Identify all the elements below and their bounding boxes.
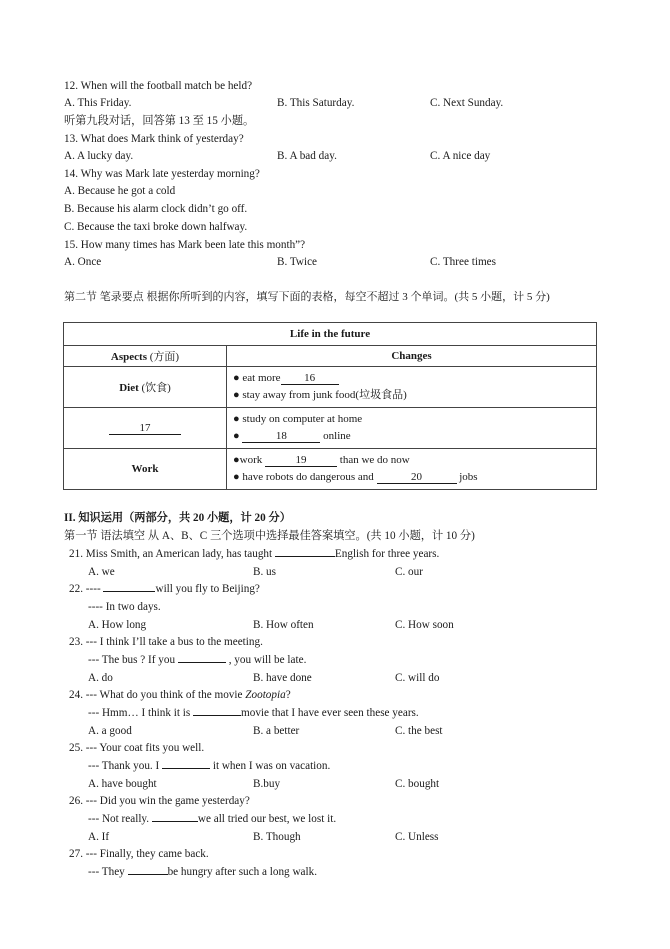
- q26-reply: [88, 812, 336, 826]
- q22-blank[interactable]: [103, 591, 155, 592]
- q23-option-c: C. will do: [395, 672, 440, 684]
- q27-stem: 27. --- Finally, they came back.: [69, 848, 209, 860]
- diet-cell: [64, 367, 227, 408]
- q26-reply-post: we all tried our best, we lost it.: [197, 813, 337, 825]
- q12-stem: 12. When will the football match be held?: [64, 80, 253, 92]
- q27-blank[interactable]: [128, 874, 168, 875]
- q24-reply-pre: --- Hmm… I think it is: [88, 707, 194, 719]
- diet-label: Diet: [119, 382, 139, 394]
- diet-label-cn: (饮食): [138, 382, 171, 394]
- blank-18[interactable]: 18: [242, 430, 320, 443]
- diet-line-1-text: ● eat more: [233, 372, 281, 384]
- q22-stem-pre: 22. ----: [69, 583, 104, 595]
- aspects-header-en: Aspects: [110, 351, 147, 363]
- work-line-1-pre: ●work: [233, 454, 266, 466]
- changes-header: Changes: [227, 346, 597, 367]
- q21-blank[interactable]: [275, 556, 335, 557]
- q24-option-c: C. the best: [395, 725, 443, 737]
- q21-stem-post: English for three years.: [334, 548, 440, 560]
- q25-reply-pre: --- Thank you. I: [88, 760, 163, 772]
- diet-changes: [227, 367, 597, 408]
- q22-stem: [69, 582, 260, 596]
- q23-reply: [88, 653, 306, 667]
- q26-blank[interactable]: [152, 821, 198, 822]
- work-line-2-pre: ● have robots do dangerous and: [233, 471, 377, 483]
- q24-stem-post: ?: [285, 689, 291, 701]
- q25-option-b: B.buy: [253, 778, 281, 790]
- q23-stem: 23. --- I think I’ll take a bus to the meeting.: [69, 636, 263, 648]
- blank-17[interactable]: 17: [109, 422, 181, 435]
- q13-option-a: A. A lucky day.: [64, 150, 134, 162]
- q26-option-a: A. If: [88, 831, 110, 843]
- q26-option-b: B. Though: [253, 831, 301, 843]
- q27-reply: [88, 865, 317, 879]
- q24-option-a: A. a good: [88, 725, 132, 737]
- q12-option-a: A. This Friday.: [64, 97, 132, 109]
- q25-reply-post: it when I was on vacation.: [210, 760, 331, 772]
- blank-19[interactable]: 19: [265, 454, 337, 467]
- section1-heading: 第一节 语法填空 从 A、B、C 三个选项中选择最佳答案填空。(共 10 小题，计 10 分): [64, 530, 475, 542]
- work-label: Work: [64, 449, 227, 490]
- q13-option-c: C. A nice day: [430, 150, 491, 162]
- part2-heading-num: II.: [64, 512, 76, 524]
- q24-movie-title: Zootopia: [245, 689, 286, 701]
- study-changes: [227, 408, 597, 449]
- q26-reply-pre: --- Not really.: [88, 813, 152, 825]
- work-changes: [227, 449, 597, 490]
- q22-option-c: C. How soon: [395, 619, 454, 631]
- q24-stem: [69, 688, 291, 702]
- aspects-header: [64, 346, 227, 367]
- q23-reply-post: , you will be late.: [225, 654, 307, 666]
- q13-stem: 13. What does Mark think of yesterday?: [64, 133, 244, 145]
- work-line-2-post: jobs: [456, 471, 478, 483]
- q14-option-c: C. Because the taxi broke down halfway.: [64, 221, 248, 233]
- part2-heading-text: 知识运用（两部分，共 20 小题，计 20 分）: [75, 512, 291, 524]
- q22-option-b: B. How often: [253, 619, 314, 631]
- aspect-17-cell: [64, 408, 227, 449]
- q25-blank[interactable]: [162, 768, 210, 769]
- q25-option-a: A. have bought: [88, 778, 157, 790]
- q23-option-a: A. do: [88, 672, 113, 684]
- work-line-1-post: than we do now: [337, 454, 410, 466]
- notes-table: [63, 322, 597, 490]
- q12-option-b: B. This Saturday.: [277, 97, 355, 109]
- q15-option-b: B. Twice: [277, 256, 318, 268]
- section2-heading: 第二节 笔录要点 根据你所听到的内容，填写下面的表格，每空不超过 3 个单词。(共 5 小题，计 5 分): [64, 291, 550, 303]
- q26-option-c: C. Unless: [395, 831, 439, 843]
- dialog9-instruction: 听第九段对话，回答第 13 至 15 小题。: [64, 115, 255, 127]
- q22-reply: ---- In two days.: [88, 601, 161, 613]
- q26-stem: 26. --- Did you win the game yesterday?: [69, 795, 250, 807]
- table-title: Life in the future: [64, 323, 597, 346]
- q15-option-c: C. Three times: [430, 256, 496, 268]
- q15-options: [64, 255, 604, 269]
- q24-option-b: B. a better: [253, 725, 300, 737]
- q14-stem: 14. Why was Mark late yesterday morning?: [64, 168, 260, 180]
- q15-stem: 15. How many times has Mark been late this month”?: [64, 239, 306, 251]
- q24-blank[interactable]: [193, 715, 241, 716]
- q23-option-b: B. have done: [253, 672, 312, 684]
- q22-stem-post: will you fly to Beijing?: [155, 583, 260, 595]
- q25-option-c: C. bought: [395, 778, 440, 790]
- q15-option-a: A. Once: [64, 256, 102, 268]
- aspects-header-cn: (方面): [146, 351, 180, 363]
- q24-reply: [88, 706, 419, 720]
- q13-option-b: B. A bad day.: [277, 150, 337, 162]
- q14-option-b: B. Because his alarm clock didn’t go off.: [64, 203, 248, 215]
- q25-stem: 25. --- Your coat fits you well.: [69, 742, 205, 754]
- blank-20[interactable]: 20: [377, 471, 457, 484]
- q24-reply-post: movie that I have ever seen these years.: [241, 707, 419, 719]
- q25-reply: [88, 759, 330, 773]
- q23-blank[interactable]: [178, 662, 226, 663]
- q21-option-c: C. our: [395, 566, 423, 578]
- work-line-1: [233, 452, 590, 469]
- study-line-2: [233, 428, 590, 445]
- q27-reply-post: be hungry after such a long walk.: [167, 866, 317, 878]
- q12-option-c: C. Next Sunday.: [430, 97, 504, 109]
- study-line-1: ● study on computer at home: [233, 413, 363, 425]
- part2-heading: [64, 511, 291, 525]
- q27-reply-pre: --- They: [88, 866, 128, 878]
- diet-line-2: ● stay away from junk food(垃圾食品): [233, 389, 407, 401]
- q21-option-a: A. we: [88, 566, 115, 578]
- work-line-2: [233, 469, 590, 486]
- q22-option-a: A. How long: [88, 619, 147, 631]
- diet-line-1: [233, 370, 590, 387]
- q21-stem-pre: 21. Miss Smith, an American lady, has taught: [69, 548, 275, 560]
- study-line-2-post: online: [320, 430, 351, 442]
- blank-16[interactable]: 16: [281, 372, 339, 385]
- q21-stem: [69, 547, 439, 561]
- q21-option-b: B. us: [253, 566, 277, 578]
- q14-option-a: A. Because he got a cold: [64, 185, 176, 197]
- q13-options: [64, 149, 604, 163]
- q24-stem-pre: 24. --- What do you think of the movie: [69, 689, 246, 701]
- study-line-2-pre: ●: [233, 430, 243, 442]
- q23-reply-pre: --- The bus ? If you: [88, 654, 178, 666]
- q12-options: [64, 96, 604, 110]
